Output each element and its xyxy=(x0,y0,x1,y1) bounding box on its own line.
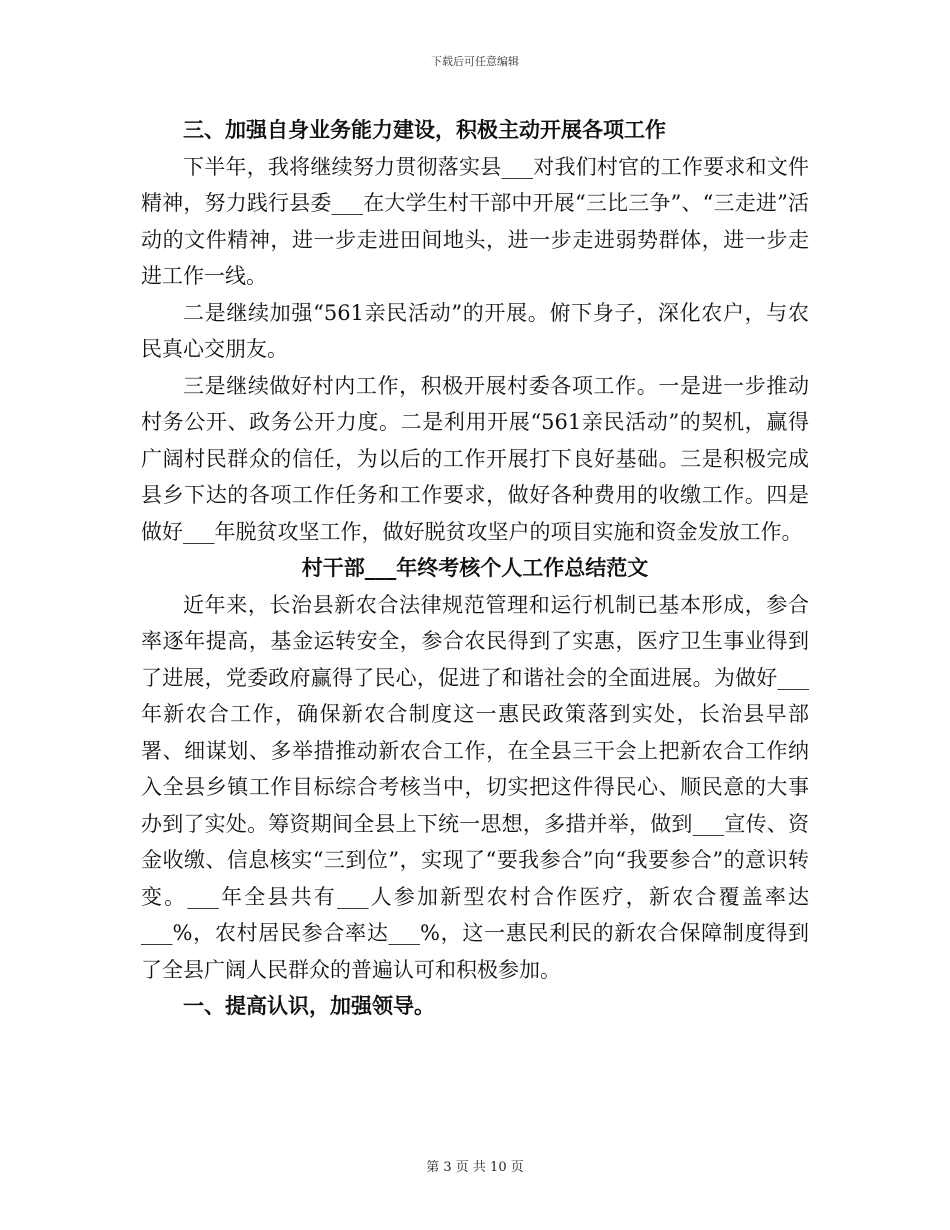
section-heading: 三、加强自身业务能力建设，积极主动开展各项工作 xyxy=(183,117,666,142)
document-body xyxy=(141,112,809,1025)
paragraph: 二是继续加强“561亲民活动”的开展。俯下身子，深化农户，与农民真心交朋友。 xyxy=(141,300,809,361)
page-number: 第 3 页 共 10 页 xyxy=(426,1160,524,1175)
paragraph: 近年来，长治县新农合法律规范管理和运行机制已基本形成，参合率逐年提高，基金运转安全，参合农民得到了实惠，医疗卫生事业得到了进展，党委政府赢得了民心，促进了和谐社会的全面进展。为做好___年新农合工作，确保新农合制度这一惠民政策落到实处，长治县早部署、细谋划、多举措推动新农合工作，在全县三干会上把新农合工作纳入全县乡镇工作目标综合考核当中，切实把这件得民心、顺民意的大事办到了实处。筹资期间全县上下统一思想，多措并举，做到___宣传、资金收缴、信息核实“三到位”，实现了“要我参合”向“我要参合”的意识转变。___年全县共有___人参加新型农村合作医疗，新农合覆盖率达___%，农村居民参合率达___%，这一惠民利民的新农合保障制度得到了全县广阔人民群众的普遍认可和积极参加。 xyxy=(141,592,809,982)
paragraph: 下半年，我将继续努力贯彻落实县___对我们村官的工作要求和文件精神，努力践行县委___在大学生村干部中开展“三比三争”、“三走进”活动的文件精神，进一步走进田间地头，进一步走进弱势群体，进一步走进工作一线。 xyxy=(141,154,809,288)
article-title: 村干部___年终考核个人工作总结范文 xyxy=(301,555,649,580)
paragraph: 三是继续做好村内工作，积极开展村委各项工作。一是进一步推动村务公开、政务公开力度。二是利用开展“561亲民活动”的契机，赢得广阔村民群众的信任，为以后的工作开展打下良好基础。三是积极完成县乡下达的各项工作任务和工作要求，做好各种费用的收缴工作。四是做好___年脱贫攻坚工作，做好脱贫攻坚户的项目实施和资金发放工作。 xyxy=(141,373,809,544)
section-heading: 一、提高认识，加强领导。 xyxy=(183,993,435,1018)
page-header: 下载后可任意编辑 xyxy=(431,55,519,68)
